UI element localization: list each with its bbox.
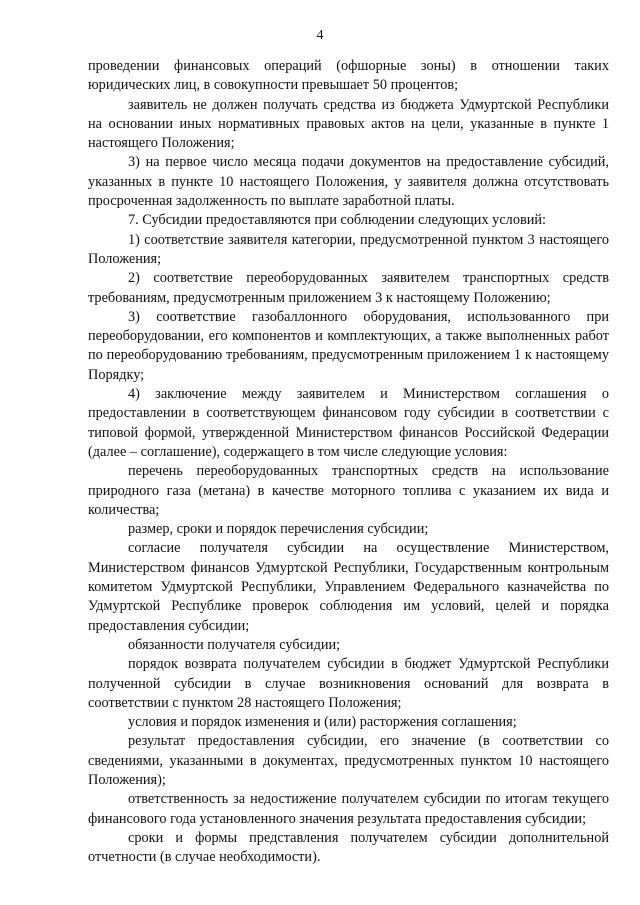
paragraph: условия и порядок изменения и (или) расторжения соглашения; [128, 714, 517, 731]
paragraph: размер, сроки и порядок перечисления субсидии; [128, 521, 429, 538]
paragraph: согласие получателя субсидии на осуществление Министерством, Министерством финансов Удмуртской Республики, Государственным контрольным комитетом Удмуртской Республики, Управлением Федерального казначейства по Удмуртской Республике проверок соблюдения им условий, целей и порядка предоставления субсидии; [88, 540, 609, 634]
paragraph: 2) соответствие переоборудованных заявителем транспортных средств требованиям, предусмотренным приложением 3 к настоящему Положению; [88, 270, 609, 306]
paragraph: порядок возврата получателем субсидии в бюджет Удмуртской Республики полученной субсидии в случае возникновения оснований для возврата в соответствии с пунктом 28 настоящего Положения; [88, 656, 609, 711]
paragraph: заявитель не должен получать средства из бюджета Удмуртской Республики на основании иных нормативных правовых актов на цели, указанные в пункте 1 настоящего Положения; [88, 96, 609, 152]
paragraph: перечень переоборудованных транспортных средств на использование природного газа (метана) в качестве моторного топлива с указанием их вида и количества; [88, 463, 609, 518]
paragraph: результат предоставления субсидии, его значение (в соответствии со сведениями, указанными в документах, предусмотренных пунктом 10 настоящего Положения); [88, 733, 609, 788]
paragraph: 7. Субсидии предоставляются при соблюдении следующих условий: [128, 212, 546, 229]
paragraph: ответственность за недостижение получателем субсидии по итогам текущего финансового года установленного значения результата предоставления субсидии; [88, 791, 609, 827]
page-number: 4 [316, 28, 324, 43]
document-body [88, 57, 609, 867]
paragraph: сроки и формы представления получателем субсидии дополнительной отчетности (в случае необходимости). [88, 829, 609, 866]
paragraph: 4) заключение между заявителем и Министерством соглашения о предоставлении в соответствующем финансовом году субсидии в соответствии с типовой формой, утвержденной Министерством финансов Российской Федерации (далее – соглашение), содержащего в том числе следующие условия: [88, 386, 609, 460]
paragraph: 1) соответствие заявителя категории, предусмотренной пунктом 3 настоящего Положения; [88, 231, 609, 267]
paragraph: 3) на первое число месяца подачи документов на предоставление субсидий, указанных в пункте 10 настоящего Положения, у заявителя должна отсутствовать просроченная задолженность по выплате заработной платы. [88, 154, 609, 210]
paragraph: обязанности получателя субсидии; [128, 636, 341, 653]
paragraph: проведении финансовых операций (офшорные зоны) в отношении таких юридических лиц, в совокупности превышает 50 процентов; [88, 58, 609, 94]
paragraph: 3) соответствие газобаллонного оборудования, использованного при переоборудовании, его компонентов и комплектующих, а также выполненных работ по переоборудованию требованиям, предусмотренным приложением 1 к настоящему Порядку; [88, 308, 609, 383]
